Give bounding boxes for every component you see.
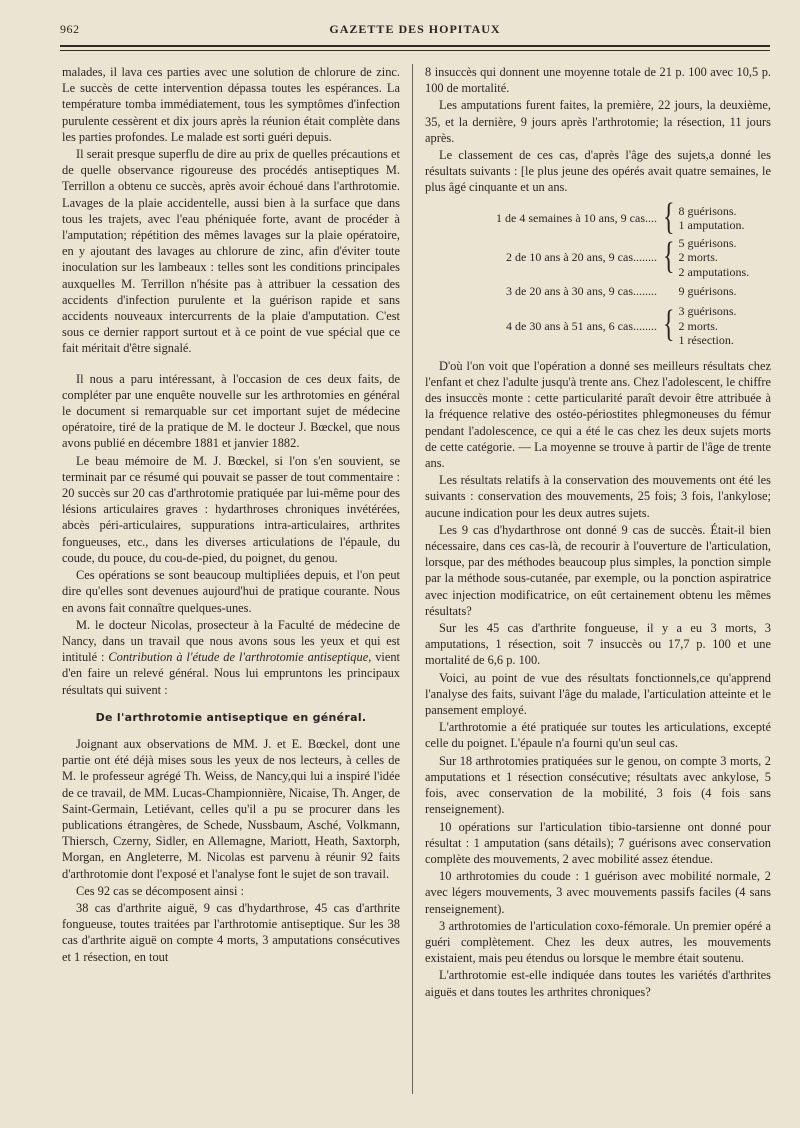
paragraph: 38 cas d'arthrite aiguë, 9 cas d'hydarthrose, 45 cas d'arthrite fongueuse, toutes traitées par l'arthrotomie antiseptique. Sur les 38 cas d'arthrite aiguë on compte 4 morts, 3 amputations consécutives et 1 résection, en tout: [62, 900, 400, 964]
paragraph: Les résultats relatifs à la conservation des mouvements ont été les suivants : conservation des mouvements, 25 fois; 3 fois, l'ankylose; aucune indication pour les deux autres sujets.: [425, 473, 771, 520]
paragraph: 10 opérations sur l'articulation tibio-tarsienne ont donné pour résultat : 1 amputation (sans détails); 7 guérisons avec conservation complète des mouvements, 2 avec mobilité assez étendue.: [425, 819, 771, 866]
header-rule-thin: [60, 50, 770, 51]
section-heading: De l'arthrotomie antiseptique en général.: [95, 710, 367, 724]
paragraph: 10 arthrotomies du coude : 1 guérison avec mobilité normale, 2 avec légers mouvements, 3 avec mouvements passifs faciles (4 sans renseignement).: [425, 869, 771, 916]
paragraph: Les amputations furent faites, la première, 22 jours, la deuxième, 35, et la dernière, 9 jours après l'arthrotomie; la résection, 11 jours après.: [425, 98, 771, 145]
row-results: [679, 236, 750, 280]
row-label: 3 de 20 ans à 30 ans, 9 cas........: [506, 284, 657, 299]
result-item: 2 morts.: [678, 250, 718, 265]
page-header: [60, 22, 770, 42]
result-item: 5 guérisons.: [678, 235, 737, 250]
journal-title: GAZETTE DES HOPITAUX: [329, 22, 501, 36]
row-results: [679, 304, 737, 348]
paragraph: Le classement de ces cas, d'après l'âge des sujets,a donné les résultats suivants : [le plus jeune des opérés avait quatre semaines, le plus âgé cinquante et un ans.: [425, 148, 771, 195]
table-row: [425, 304, 771, 348]
paragraph: 3 arthrotomies de l'articulation coxo-fémorale. Un premier opéré a guéri complètement. Chez les deux autres, les mouvements existaient, mais peu étendus ou lorsque le membre était soutenu.: [425, 918, 771, 966]
result-item: 9 guérisons.: [678, 284, 737, 299]
text-run: M. le docteur Nicolas, prosecteur à la Faculté de médecine de Nancy, dans un travail que nous avons sous les yeux et qui est intitulé :: [62, 617, 400, 665]
row-label: 2 de 10 ans à 20 ans, 9 cas........: [506, 250, 657, 265]
row-results: [679, 284, 737, 299]
row-label: 1 de 4 semaines à 10 ans, 9 cas....: [496, 210, 657, 225]
paragraph: Il serait presque superflu de dire au prix de quelles précautions et de quelle observance rigoureuse des procédés antiseptiques M. Terrillon a obtenu ce succès, après avoir échoué dans l'arthrotomie. Lavages de la plaie accidentelle, aussi bien à la surface que dans tous les trajets, avec l'eau phéniquée forte, avant de procéder à l'amputation; répétition des mêmes lavages sur la plaie opératoire, en y ajoutant des lavages au chlorure de zinc, afin d'éviter toute inoculation sur les lambeaux : telles sont les conditions principales auxquelles M. Terrillon n'hésite pas à attribuer la cessation des accidents d'infection purulente et la guérison rapide et sans accidents nouveaux intercurrents de la plaie d'amputation. C'est sous ce dernier rapport surtout et à ce point de vue spécial que ce fait méritait d'être signalé.: [62, 147, 400, 356]
paragraph: Ces 92 cas se décomposent ainsi :: [76, 883, 244, 898]
result-item: 1 résection.: [678, 333, 734, 348]
italic-title: Contribution à l'étude de l'arthrotomie antiseptique,: [108, 650, 372, 665]
table-row: [425, 282, 771, 301]
brace-glyph: {: [663, 304, 675, 346]
result-item: 2 morts.: [678, 318, 718, 333]
paragraph: Voici, au point de vue des résultats fonctionnels,ce qu'apprend l'analyse des faits, suivant l'âge du malade, l'articulation atteinte et le pansement employé.: [425, 670, 771, 718]
text-run: vient d'en faire un relevé général. Nous lui empruntons les principaux résultats qui suivent :: [62, 650, 400, 697]
result-item: 3 guérisons.: [678, 304, 737, 319]
table-row: [425, 196, 771, 238]
header-rule-thick: [60, 45, 770, 47]
age-results-table: [425, 196, 771, 348]
paragraph: D'où l'on voit que l'opération a donné ses meilleurs résultats chez l'enfant et chez l'adulte jusqu'à trente ans. Chez l'adolescent, le chiffre des insuccès monte : cette particularité paraît devoir être attribuée à la fréquence relative des ostéo-périostites phlegmoneuses du fémur pendant l'adolescence, ce qui a été le cas chez les deux sujets morts de cette catégorie. — La moyenne se trouve à partir de l'âge de trente ans.: [425, 358, 771, 471]
paragraph: Il nous a paru intéressant, à l'occasion de ces deux faits, de compléter par une enquête nouvelle sur les arthrotomies en général le document si remarquable sur cet important sujet de médecine opératoire, tiré de la pratique de M. le docteur J. Bœckel, que nous avons publié en décembre 1881 et janvier 1882.: [62, 371, 400, 451]
paragraph: Joignant aux observations de MM. J. et E. Bœckel, dont une partie ont été déjà mises sous les yeux de nos lecteurs, à celles de M. le professeur agrégé Th. Weiss, de Nancy,qui lui a inspiré l'idée de ce travail, de MM. Lucas-Championnière, Nicaise, Th. Anger, de Saint-Germain, Letiévant, celles qu'il a pu se procurer dans les publications étrangères, de Schede, Nussbaum, Asché, Volkmann, Thiersch, Czerny, Sidler, en Allemagne, Mariott, Heath, Saxtorph, Morgan, en Angleterre, M. Nicolas est parvenu à réunir 92 faits d'arthrotomie dont l'exposé et l'analyse font le sujet de son travail.: [62, 736, 400, 881]
row-results: [679, 204, 745, 233]
column-divider: [412, 64, 413, 1094]
row-label: 4 de 30 ans à 51 ans, 6 cas........: [506, 318, 657, 333]
left-column: [62, 64, 400, 1116]
result-item: 2 amputations.: [678, 264, 750, 279]
right-column: [425, 64, 771, 1116]
table-row: [425, 236, 771, 280]
paragraph: L'arthrotomie a été pratiquée sur toutes les articulations, excepté celle du poignet. L'épaule n'a fourni qu'un seul cas.: [425, 720, 771, 751]
paragraph: Le beau mémoire de M. J. Bœckel, si l'on s'en souvient, se terminait par ce résumé qui pouvait se passer de tout commentaire : 20 succès sur 20 cas d'arthrotomie pratiquée par lui-même pour des lésions articulaires graves : hydarthroses chroniques invétérées, abcès péri-articulaires, suppurations intra-articulaires, arthrites fongueuses, etc., dans les diverses articulations de l'épaule, du coude, du pouce, du cou-de-pied, du poignet, du genou.: [62, 453, 400, 565]
paragraph: L'arthrotomie est-elle indiquée dans toutes les variétés d'arthrites aiguës et dans toutes les arthrites chroniques?: [425, 968, 771, 999]
paragraph: [62, 617, 400, 698]
paragraph: Les 9 cas d'hydarthrose ont donné 9 cas de succès. Était-il bien nécessaire, dans ces cas-là, de recourir à l'ouverture de l'articulation, lorsque, par des méthodes beaucoup plus simples, la ponction simple par la méthode sous-cutanée, par exemple, ou la ponction aspiratrice avec injection modificatrice, on eût certainement obtenu les mêmes résultats?: [425, 522, 771, 618]
paragraph: Sur 18 arthrotomies pratiquées sur le genou, on compte 3 morts, 2 amputations et 1 résection consécutive; résultats avec ankylose, 5 fois, avec conservation de la mobilité, 3 fois (4 fois sans renseignement).: [425, 753, 771, 817]
brace-glyph: {: [663, 235, 675, 278]
paragraph: 8 insuccès qui donnent une moyenne totale de 21 p. 100 avec 10,5 p. 100 de mortalité.: [425, 65, 771, 96]
result-item: 8 guérisons.: [678, 203, 737, 218]
paragraph: Ces opérations se sont beaucoup multipliées depuis, et l'on peut dire qu'elles sont devenues aujourd'hui de pratique courante. Nous en avons fait connaître quelques-unes.: [62, 568, 400, 615]
paragraph: malades, il lava ces parties avec une solution de chlorure de zinc. Le succès de cette intervention dépassa toutes les espérances. La température tomba immédiatement, tous les symptômes d'infection purulente cessèrent et dix jours après la réunion était complète dans les parties profondes. Le malade est sorti guéri depuis.: [62, 65, 400, 144]
page-number: 962: [60, 22, 80, 36]
brace-glyph: {: [663, 196, 675, 238]
result-item: 1 amputation.: [678, 218, 745, 233]
paragraph: Sur les 45 cas d'arthrite fongueuse, il y a eu 3 morts, 3 amputations, 1 résection, soit 7 insuccès ou 17,7 p. 100 et une mortalité de 6,6 p. 100.: [425, 621, 771, 668]
